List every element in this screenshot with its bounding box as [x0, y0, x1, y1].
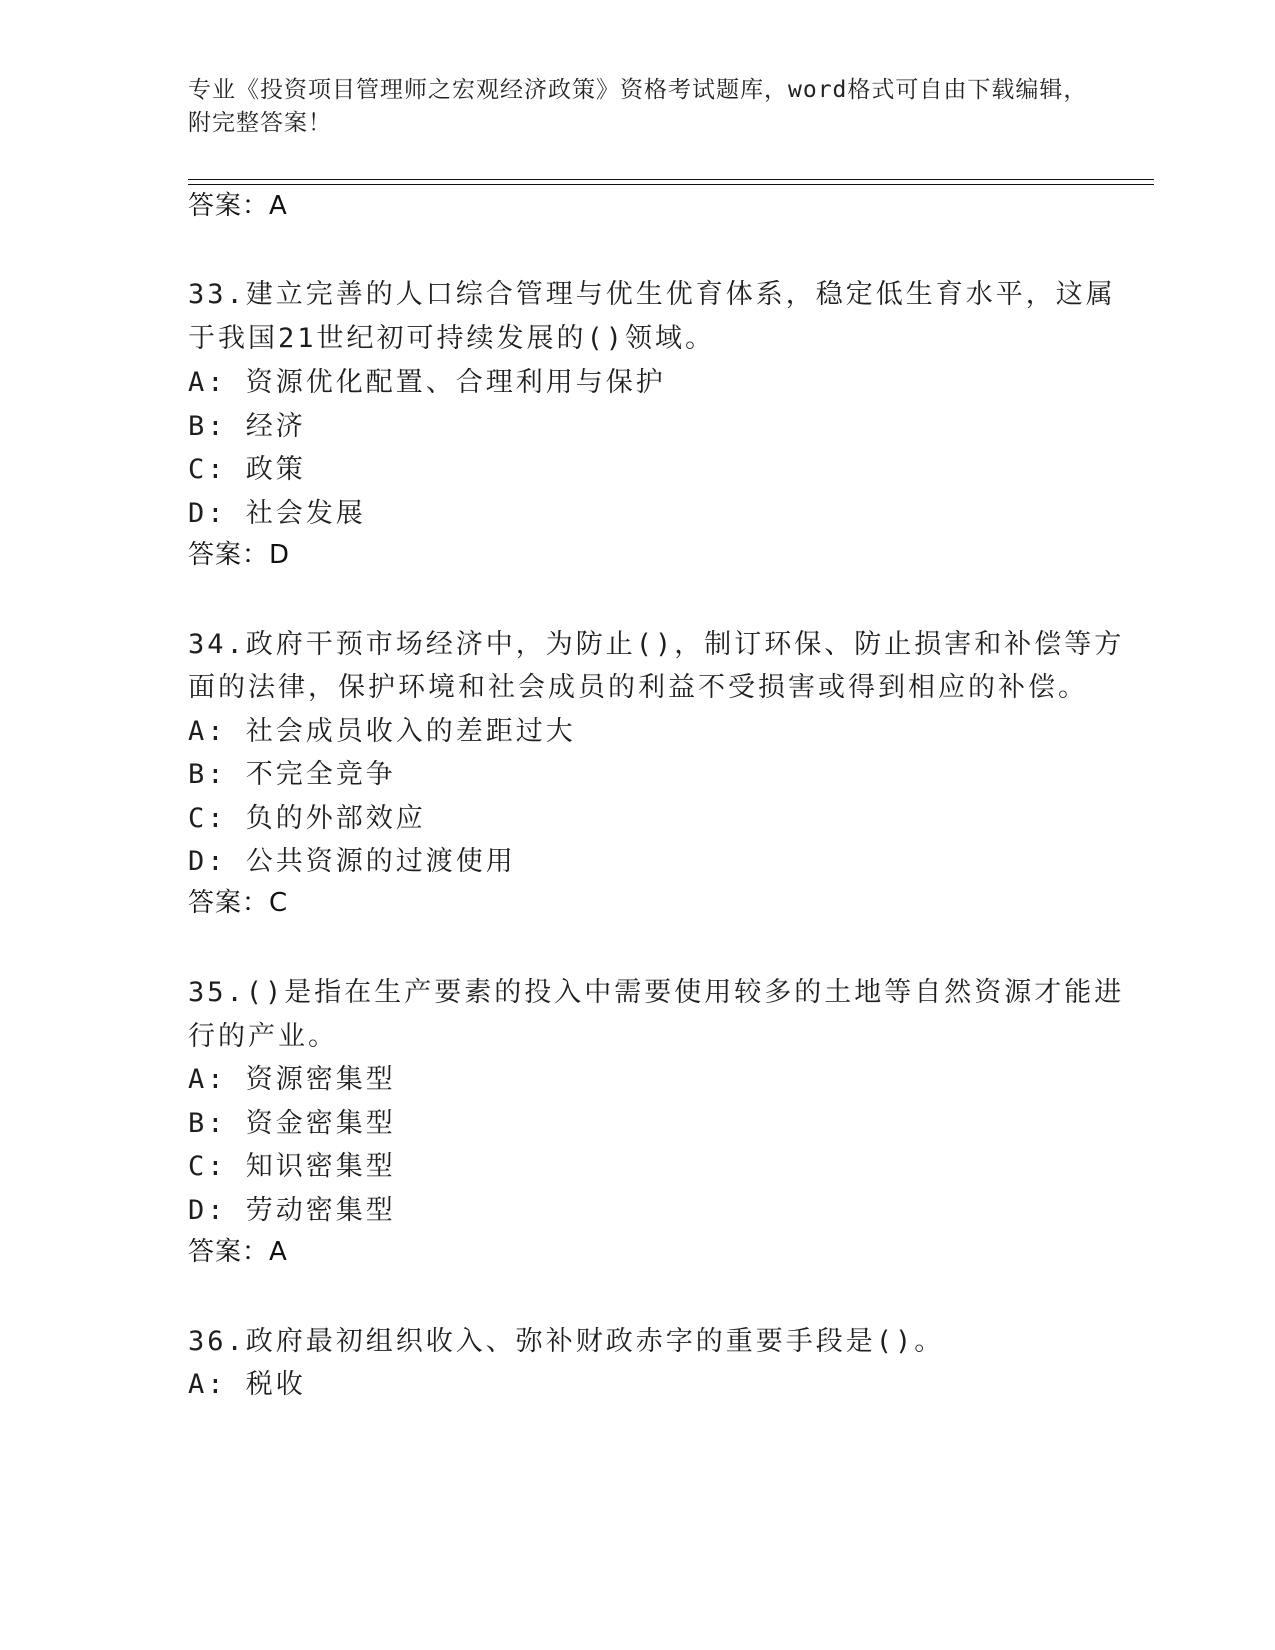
question-36-stem-line-1: 36.政府最初组织收入、弥补财政赤字的重要手段是()。 [188, 1326, 945, 1357]
question-35-option-c: C: 知识密集型 [188, 1151, 396, 1182]
question-34-stem-line-2: 面的法律，保护环境和社会成员的利益不受损害或得到相应的补偿。 [188, 672, 1088, 703]
question-34-option-d: D: 公共资源的过渡使用 [188, 846, 516, 877]
question-35-stem-line-2: 行的产业。 [188, 1021, 338, 1052]
question-34-stem-line-1: 34.政府干预市场经济中，为防止()，制订环保、防止损害和补偿等方 [188, 629, 1125, 660]
header-divider-bottom [188, 184, 1154, 185]
question-33-answer: 答案：D [188, 540, 291, 570]
question-35-answer: 答案：A [188, 1237, 288, 1267]
header-divider-top [188, 179, 1154, 180]
question-33-option-b: B: 经济 [188, 411, 306, 442]
question-35-option-d: D: 劳动密集型 [188, 1195, 396, 1226]
question-35-stem-line-1: 35.()是指在生产要素的投入中需要使用较多的土地等自然资源才能进 [188, 977, 1125, 1008]
document-header: 专业《投资项目管理师之宏观经济政策》资格考试题库，word格式可自由下载编辑，附完整答案！ [188, 77, 1088, 136]
question-33-stem-line-2: 于我国21世纪初可持续发展的()领域。 [188, 323, 716, 354]
question-33-stem-line-1: 33.建立完善的人口综合管理与优生优育体系，稳定低生育水平，这属 [188, 279, 1116, 310]
question-33-option-a: A: 资源优化配置、合理利用与保护 [188, 367, 666, 398]
answer-32: 答案：A [188, 191, 288, 221]
question-34-answer: 答案：C [188, 888, 289, 918]
question-34-option-a: A: 社会成员收入的差距过大 [188, 716, 576, 747]
question-36-option-a: A: 税收 [188, 1369, 306, 1400]
question-34-option-c: C: 负的外部效应 [188, 803, 426, 834]
question-35-option-a: A: 资源密集型 [188, 1064, 396, 1095]
question-35-option-b: B: 资金密集型 [188, 1108, 396, 1139]
question-34-option-b: B: 不完全竞争 [188, 759, 396, 790]
question-33-option-d: D: 社会发展 [188, 498, 366, 529]
question-33-option-c: C: 政策 [188, 454, 306, 485]
